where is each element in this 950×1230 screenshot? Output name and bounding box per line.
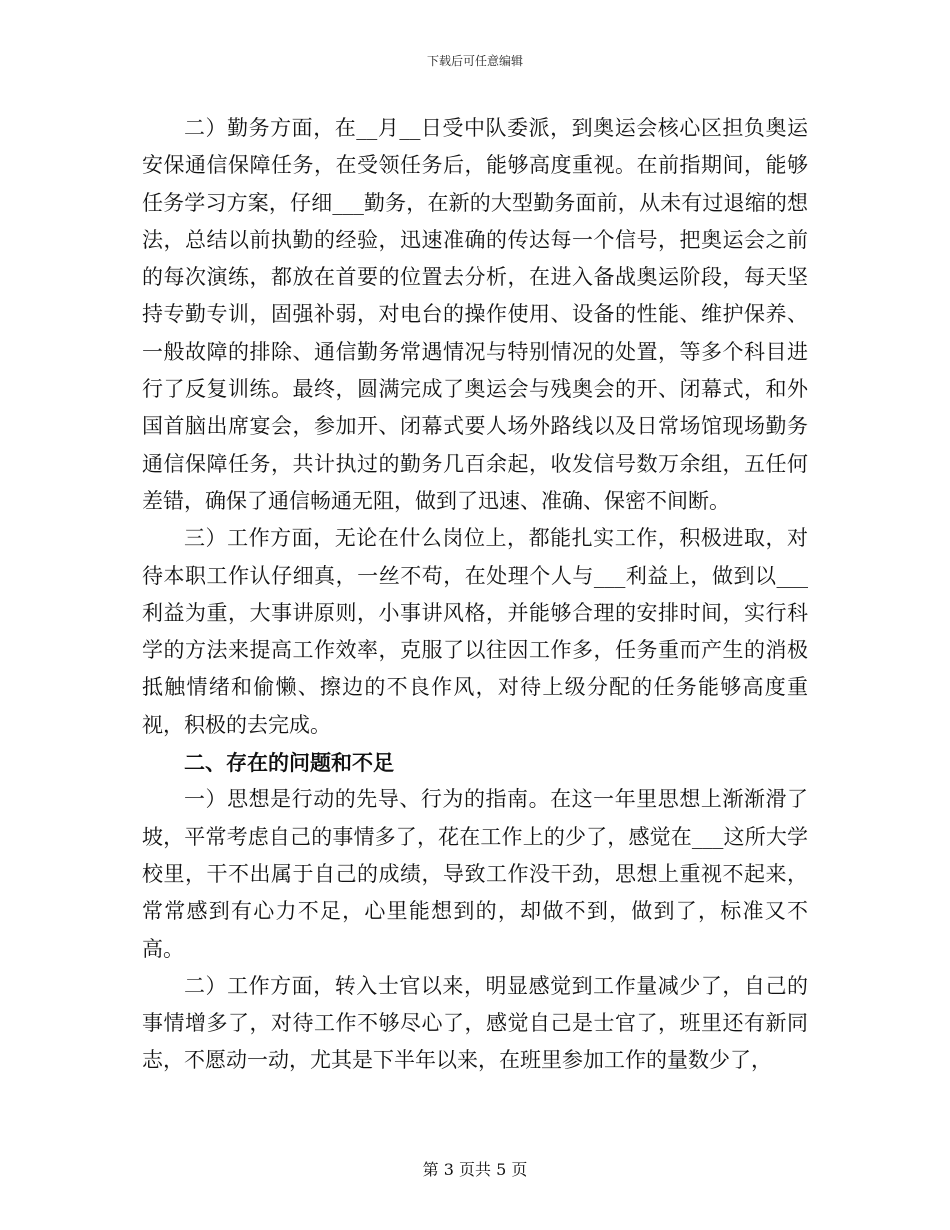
page-footer: 第 3 页共 5 页 <box>422 1160 528 1179</box>
section-heading-problems: 二、存在的问题和不足 <box>184 750 394 776</box>
paragraph-work-issues: 二）工作方面，转入士官以来，明显感觉到工作量减少了，自己的事情增多了，对待工作不够尽心了，感觉自己是士官了，班里还有新同志，不愿动一动，尤其是下半年以来，在班里参加工作的量数少了， <box>142 973 808 1073</box>
page-header: 下载后可任意编辑 <box>426 54 523 68</box>
paragraph-duty: 二）勤务方面，在__月__日受中队委派，到奥运会核心区担负奥运安保通信保障任务，在受领任务后，能够高度重视。在前指期间，能够任务学习方案，仔细___勤务，在新的大型勤务面前，从未有过退缩的想法，总结以前执勤的经验，迅速准确的传达每一个信号，把奥运会之前的每次演练，都放在首要的位置去分析，在进入备战奥运阶段，每天坚持专勤专训，固强补弱，对电台的操作使用、设备的性能、维护保养、一般故障的排除、通信勤务常遇情况与特别情况的处置，等多个科目进行了反复训练。最终，圆满完成了奥运会与残奥会的开、闭幕式，和外国首脑出席宴会，参加开、闭幕式要人场外路线以及日常场馆现场勤务通信保障任务，共计执过的勤务几百余起，收发信号数万余组，五任何差错，确保了通信畅通无阻，做到了迅速、准确、保密不间断。 <box>142 116 808 513</box>
paragraph-work: 三）工作方面，无论在什么岗位上，都能扎实工作，积极进取，对待本职工作认仔细真，一丝不苟，在处理个人与___利益上，做到以___利益为重，大事讲原则，小事讲风格，并能够合理的安排时间，实行科学的方法来提高工作效率，克服了以往因工作多，任务重而产生的消极抵触情绪和偷懒、擦边的不良作风，对待上级分配的任务能够高度重视，积极的去完成。 <box>142 526 808 737</box>
paragraph-thought: 一）思想是行动的先导、行为的指南。在这一年里思想上渐渐滑了坡，平常考虑自己的事情多了，花在工作上的少了，感觉在___这所大学校里，干不出属于自己的成绩，导致工作没干劲，思想上重视不起来，常常感到有心力不足，心里能想到的，却做不到，做到了，标准又不高。 <box>142 787 808 961</box>
document-body <box>142 110 808 1080</box>
